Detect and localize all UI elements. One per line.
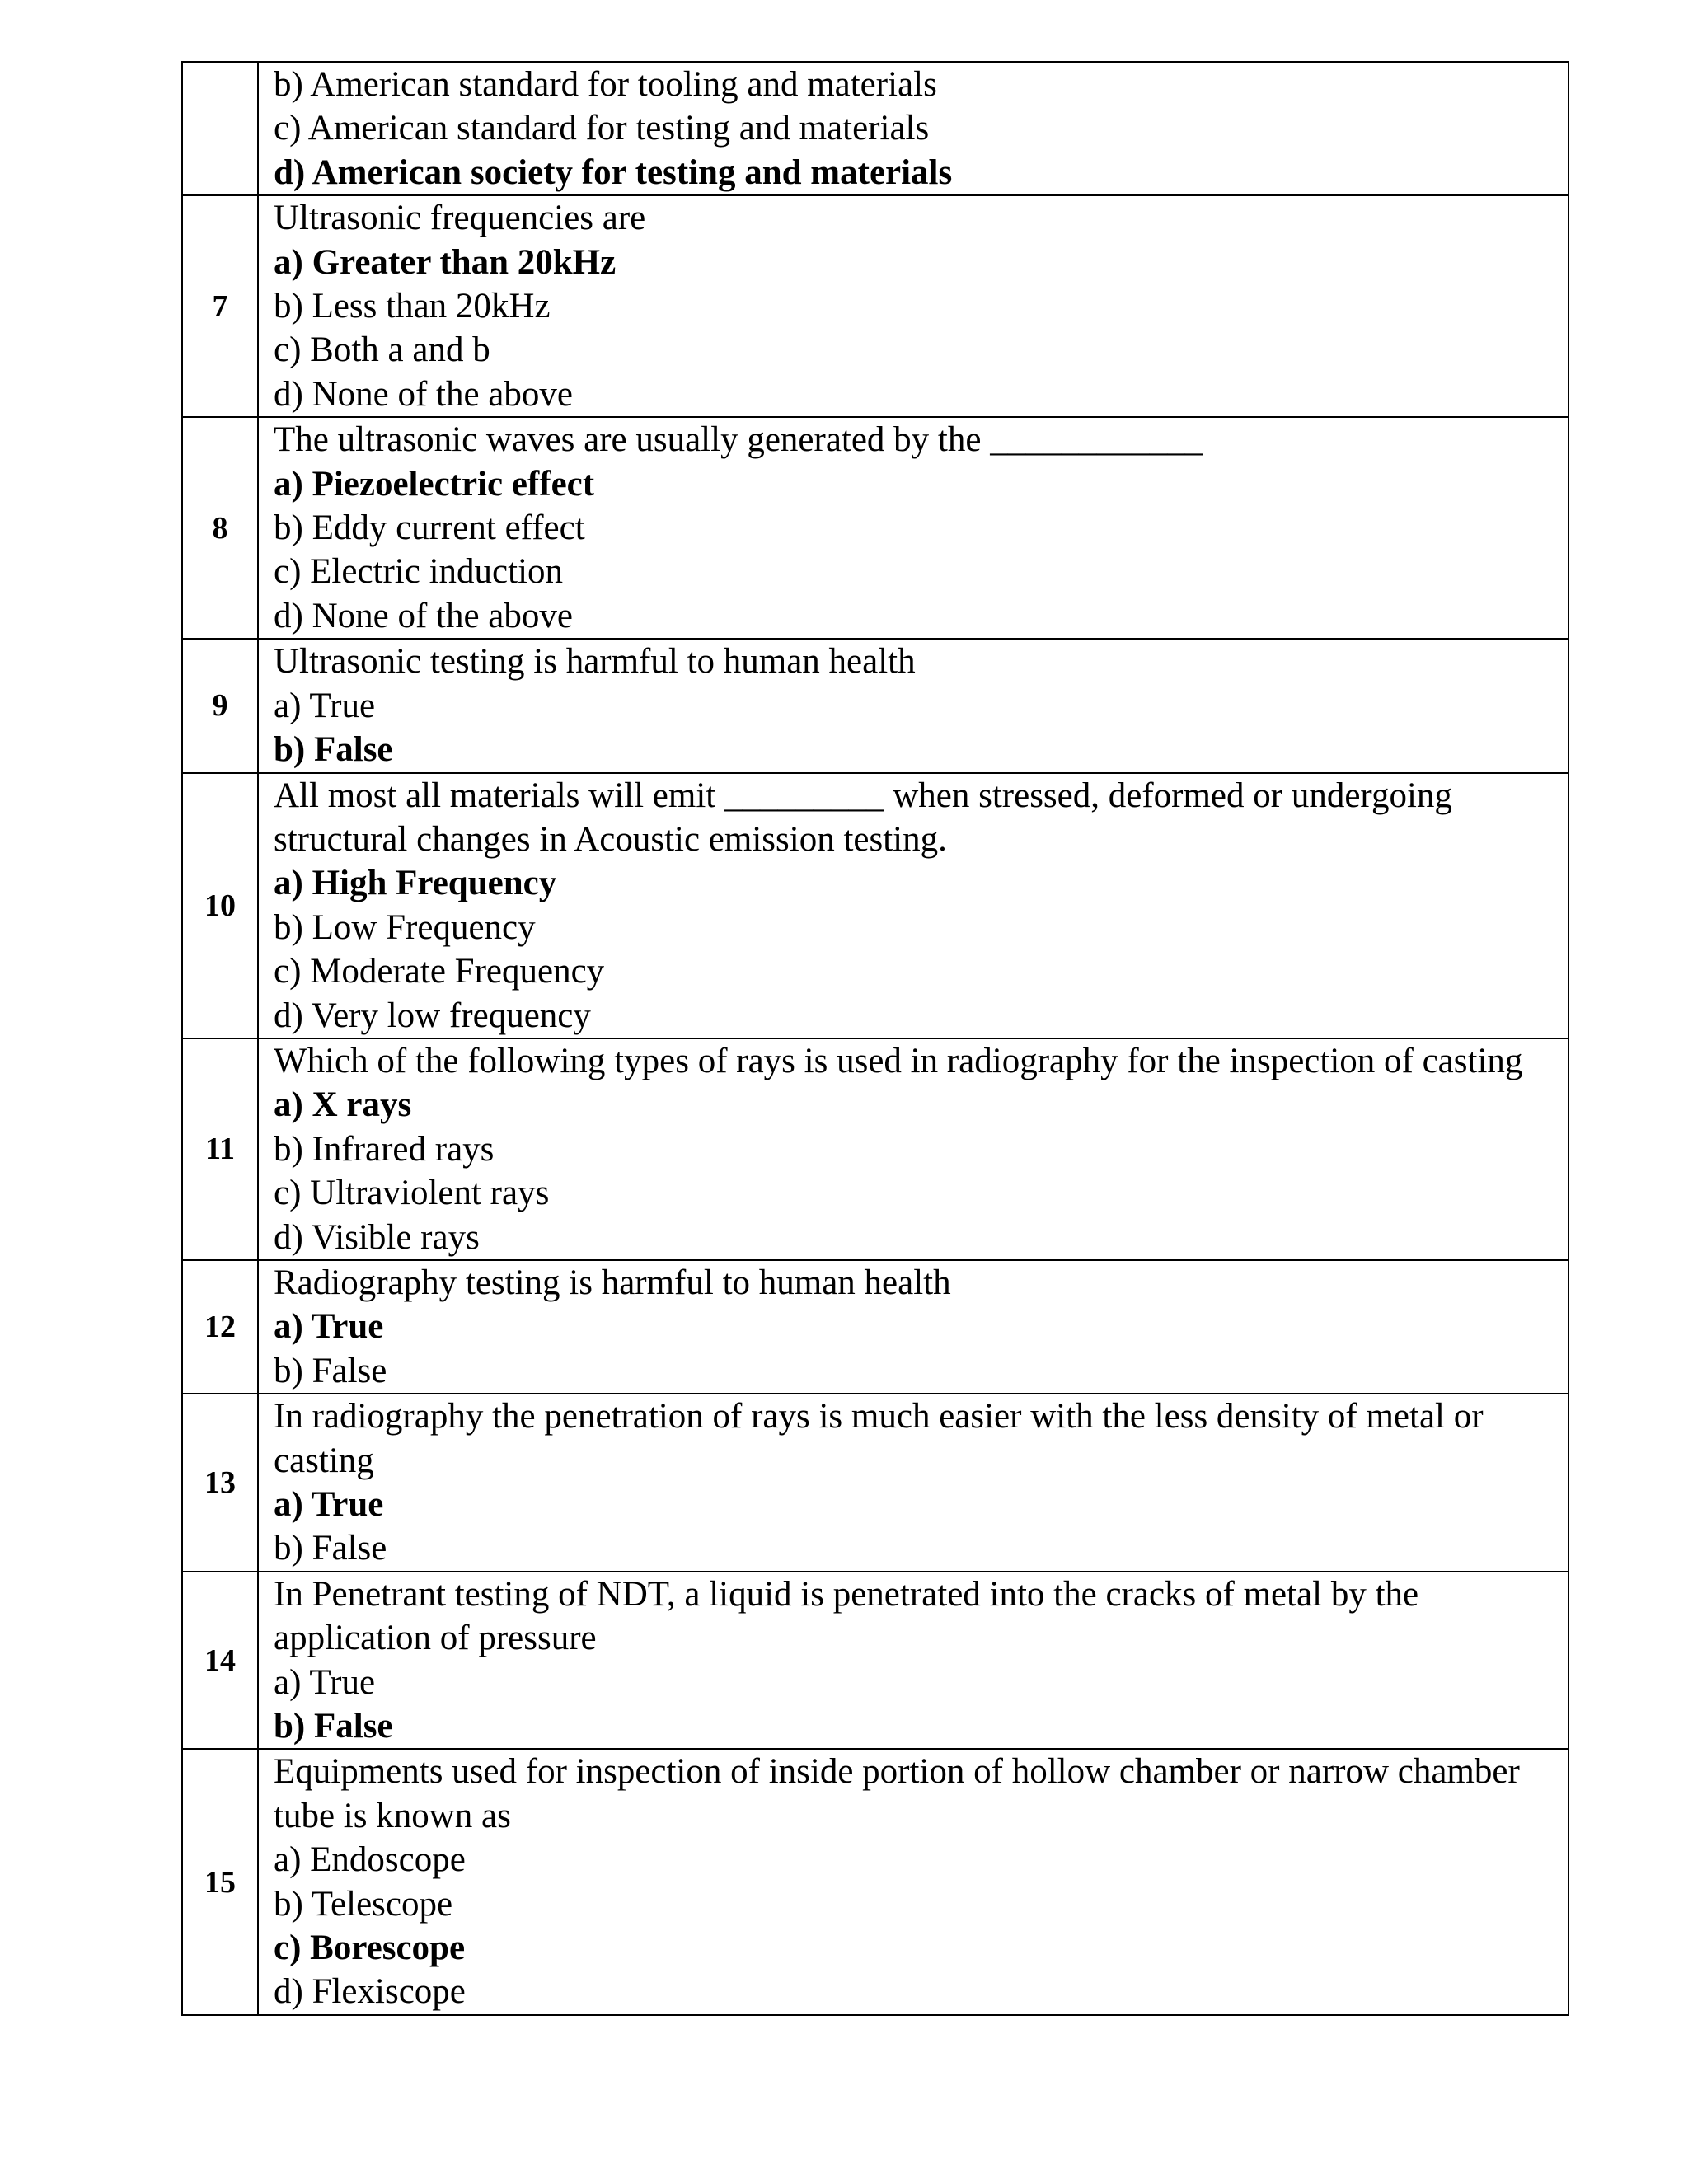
question-content bbox=[258, 773, 1568, 1038]
question-content bbox=[258, 1572, 1568, 1750]
question-text: Ultrasonic testing is harmful to human health bbox=[274, 642, 916, 682]
answer-option: b) Infrared rays bbox=[274, 1129, 495, 1169]
question-row bbox=[182, 773, 1568, 1038]
question-number: 13 bbox=[182, 1394, 258, 1572]
question-number: 9 bbox=[182, 639, 258, 772]
answer-option: c) Electric induction bbox=[274, 552, 564, 592]
question-text: In Penetrant testing of NDT, a liquid is penetrated into the cracks of metal by the application of pressure bbox=[274, 1574, 1419, 1658]
question-row bbox=[182, 1038, 1568, 1260]
answer-option-correct: a) Greater than 20kHz bbox=[274, 242, 617, 282]
question-number: 14 bbox=[182, 1572, 258, 1750]
answer-option: b) Eddy current effect bbox=[274, 509, 585, 548]
answer-option: b) Low Frequency bbox=[274, 907, 536, 947]
answer-option: d) Flexiscope bbox=[274, 1972, 466, 2012]
question-row bbox=[182, 417, 1568, 639]
question-text: All most all materials will emit _________ when stressed, deformed or undergoing structural changes in Acoustic emission testing. bbox=[274, 776, 1452, 859]
answer-option: b) American standard for tooling and materials bbox=[274, 65, 937, 104]
answer-option-correct: b) False bbox=[274, 730, 393, 770]
question-number: 7 bbox=[182, 195, 258, 417]
question-content bbox=[258, 195, 1568, 417]
question-content bbox=[258, 1749, 1568, 2014]
answer-option-correct: a) Piezoelectric effect bbox=[274, 464, 595, 504]
question-content bbox=[258, 1260, 1568, 1394]
answer-option: c) Ultraviolent rays bbox=[274, 1174, 550, 1213]
answer-option: a) True bbox=[274, 686, 376, 725]
question-row bbox=[182, 195, 1568, 417]
question-number: 12 bbox=[182, 1260, 258, 1394]
question-row bbox=[182, 639, 1568, 772]
question-row bbox=[182, 1572, 1568, 1750]
question-number: 8 bbox=[182, 417, 258, 639]
answer-option: b) False bbox=[274, 1529, 387, 1568]
question-number: 15 bbox=[182, 1749, 258, 2014]
question-number: 11 bbox=[182, 1038, 258, 1260]
question-text: In radiography the penetration of rays is much easier with the less density of metal or casting bbox=[274, 1397, 1484, 1480]
answer-option-correct: a) True bbox=[274, 1307, 384, 1347]
answer-option-correct: a) X rays bbox=[274, 1085, 412, 1125]
answer-option: a) True bbox=[274, 1662, 376, 1702]
question-text: The ultrasonic waves are usually generated by the ____________ bbox=[274, 420, 1203, 460]
question-text: Which of the following types of rays is used in radiography for the inspection of casting bbox=[274, 1041, 1523, 1080]
question-number bbox=[182, 62, 258, 195]
question-content bbox=[258, 1038, 1568, 1260]
question-row bbox=[182, 1749, 1568, 2014]
answer-option: d) Very low frequency bbox=[274, 996, 591, 1035]
answer-option: b) False bbox=[274, 1351, 387, 1390]
answer-option: b) Less than 20kHz bbox=[274, 287, 551, 326]
answer-option: d) Visible rays bbox=[274, 1217, 480, 1257]
question-content bbox=[258, 1394, 1568, 1572]
answer-option: d) None of the above bbox=[274, 374, 573, 414]
question-number: 10 bbox=[182, 773, 258, 1038]
question-row bbox=[182, 1260, 1568, 1394]
question-content bbox=[258, 62, 1568, 195]
answer-option-correct: b) False bbox=[274, 1707, 393, 1746]
question-text: Equipments used for inspection of inside portion of hollow chamber or narrow chamber tube is known as bbox=[274, 1752, 1520, 1835]
question-row bbox=[182, 1394, 1568, 1572]
answer-option-correct: c) Borescope bbox=[274, 1929, 466, 1968]
question-row bbox=[182, 62, 1568, 195]
question-content bbox=[258, 417, 1568, 639]
question-table bbox=[181, 61, 1569, 2016]
question-table-body bbox=[182, 62, 1568, 2015]
answer-option: c) Moderate Frequency bbox=[274, 952, 605, 991]
question-text: Radiography testing is harmful to human health bbox=[274, 1263, 951, 1302]
answer-option: c) Both a and b bbox=[274, 330, 490, 370]
answer-option: b) Telescope bbox=[274, 1884, 453, 1924]
answer-option-correct: d) American society for testing and materials bbox=[274, 152, 953, 192]
answer-option: a) Endoscope bbox=[274, 1840, 466, 1880]
question-text: Ultrasonic frequencies are bbox=[274, 199, 646, 238]
answer-option-correct: a) True bbox=[274, 1485, 384, 1524]
answer-option-correct: a) High Frequency bbox=[274, 864, 557, 903]
answer-option: c) American standard for testing and materials bbox=[274, 109, 930, 148]
answer-option: d) None of the above bbox=[274, 596, 573, 635]
question-content bbox=[258, 639, 1568, 772]
